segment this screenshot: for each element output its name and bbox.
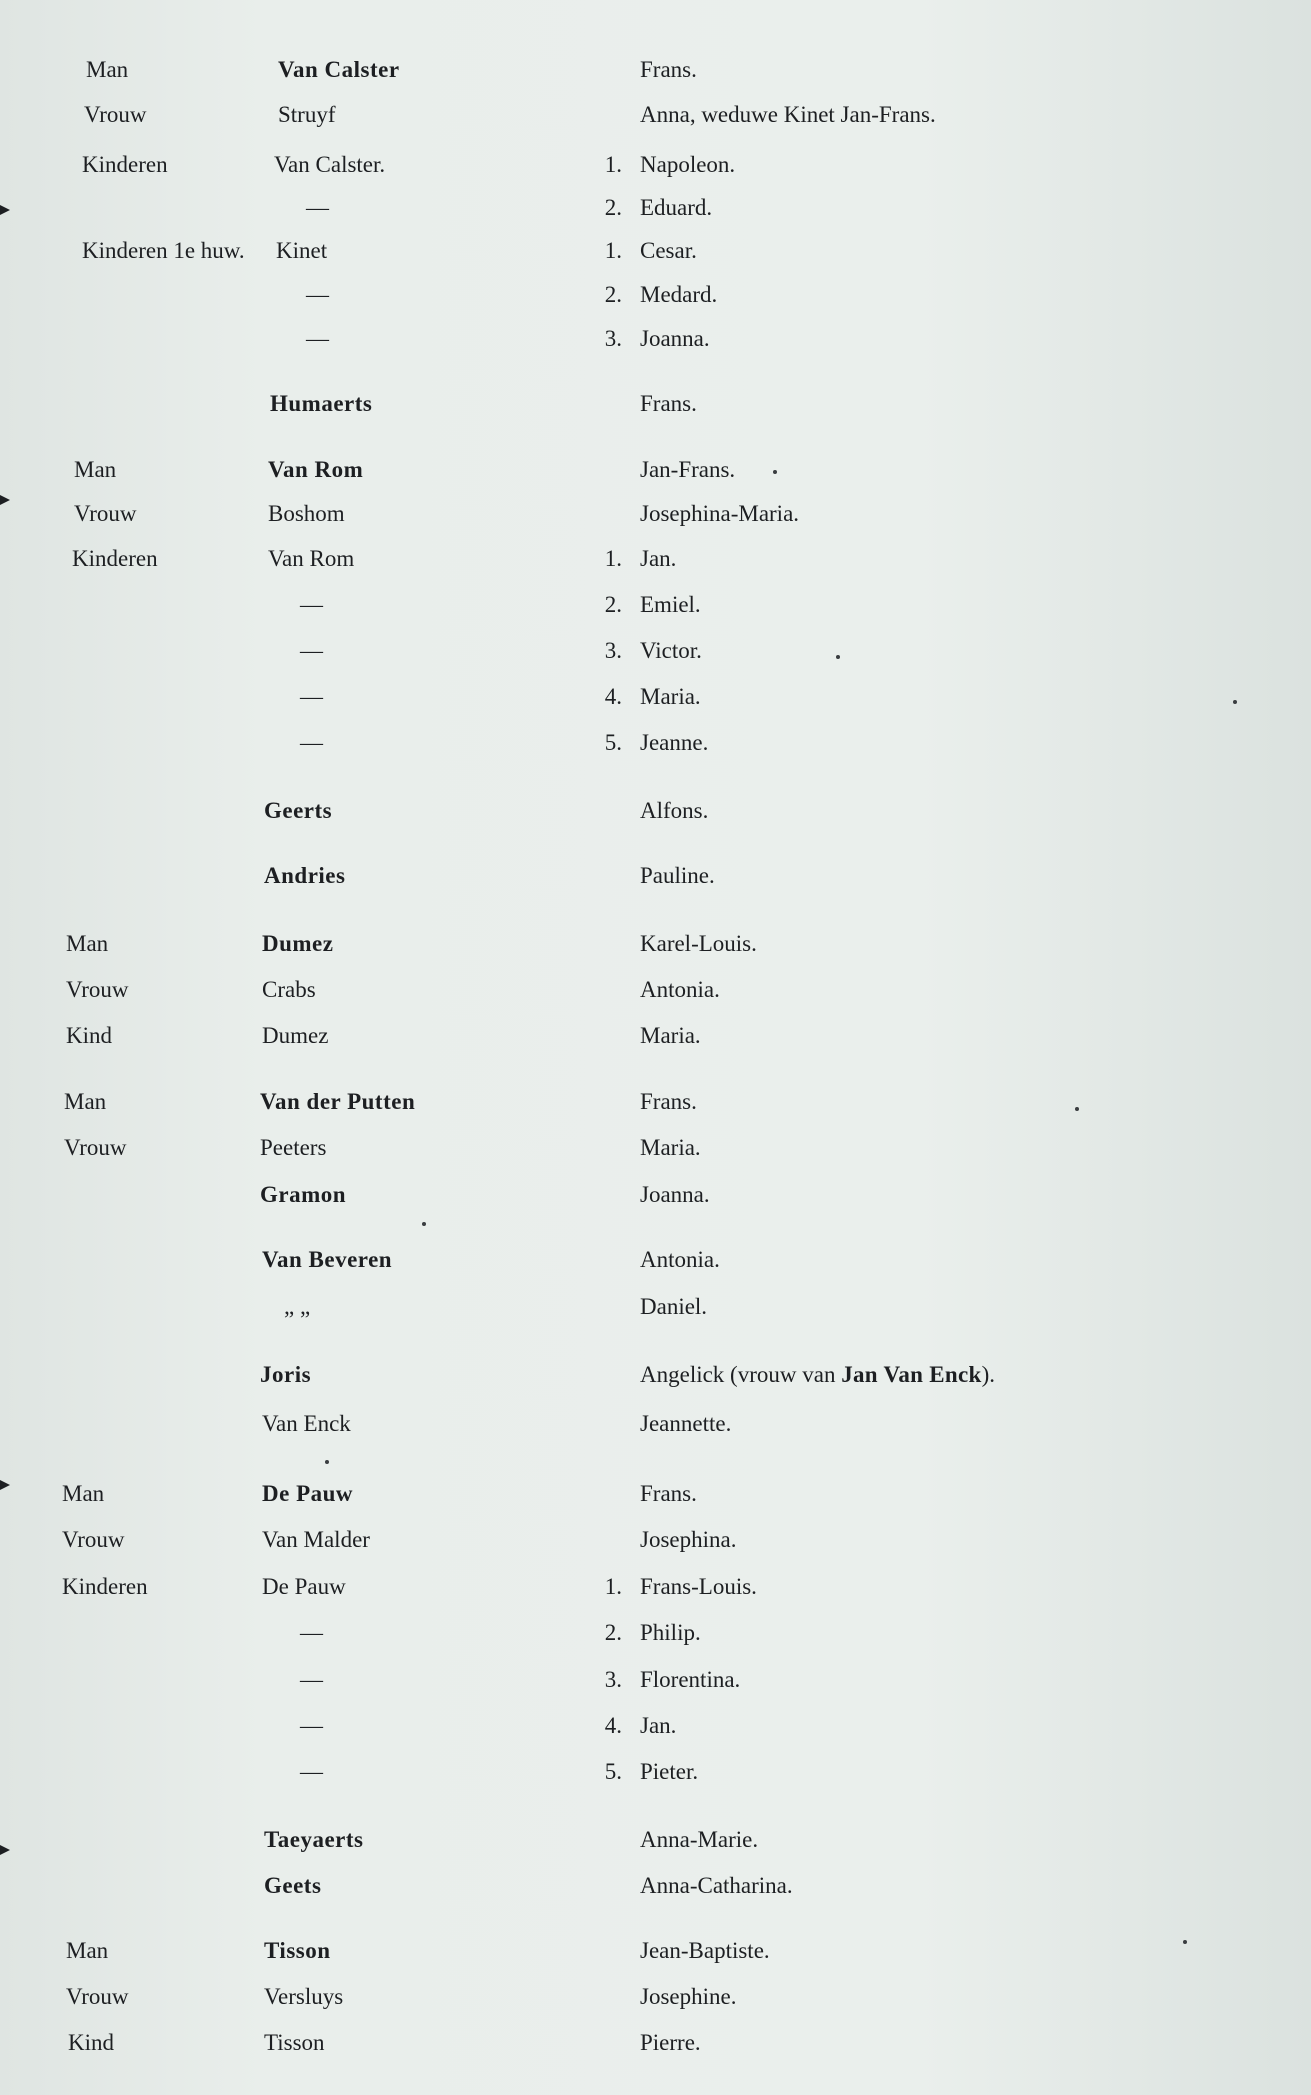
entry-surname: Tisson — [264, 1938, 331, 1963]
entry-role: Kind — [66, 1023, 112, 1048]
entry-number: 3. — [604, 326, 622, 351]
entry-surname: Peeters — [260, 1135, 327, 1160]
register-entry — [0, 317, 1311, 361]
register-entry — [0, 1704, 1311, 1748]
entry-given-name: Jeannette. — [640, 1411, 732, 1436]
entry-given-name: Karel-Louis. — [640, 931, 757, 956]
entry-role: Vrouw — [64, 1135, 127, 1160]
register-entry — [0, 1518, 1311, 1562]
entry-given-name: Pierre. — [640, 2030, 701, 2055]
register-entry — [0, 143, 1311, 187]
register-entry — [0, 273, 1311, 317]
entry-given-name: Anna-Catharina. — [640, 1873, 793, 1898]
entry-surname: Taeyaerts — [264, 1827, 364, 1852]
entry-number: 5. — [604, 1759, 622, 1784]
register-entry — [0, 448, 1311, 492]
entry-given-name: Frans. — [640, 1481, 697, 1506]
register-entry — [0, 854, 1311, 898]
entry-surname: Dumez — [262, 1023, 329, 1048]
entry-surname: Tisson — [264, 2030, 325, 2055]
entry-given-name: Joanna. — [640, 1182, 710, 1207]
entry-given-name: Frans. — [640, 391, 697, 416]
entry-surname: Andries — [264, 863, 346, 888]
entry-role: Vrouw — [62, 1527, 125, 1552]
entry-surname: — — [300, 684, 323, 709]
entry-surname: Versluys — [264, 1984, 344, 2009]
entry-given-name: Philip. — [640, 1620, 701, 1645]
entry-given-name: Jan. — [640, 1713, 677, 1738]
margin-mark-icon — [0, 205, 10, 215]
paper-speck — [422, 1222, 426, 1226]
register-entry — [0, 492, 1311, 536]
entry-surname: Struyf — [278, 102, 336, 127]
register-entry — [0, 1080, 1311, 1124]
entry-surname: Van Malder — [262, 1527, 370, 1552]
register-entry — [0, 1611, 1311, 1655]
entry-number: 5. — [604, 730, 622, 755]
entry-surname: Geerts — [264, 798, 333, 823]
margin-mark-icon — [0, 1480, 10, 1490]
entry-given-name: Maria. — [640, 684, 701, 709]
entry-role: Man — [74, 457, 117, 482]
paper-speck — [773, 470, 777, 474]
entry-surname: — — [300, 592, 323, 617]
entry-number: 3. — [604, 638, 622, 663]
entry-role: Vrouw — [66, 977, 129, 1002]
register-entry — [0, 1285, 1311, 1329]
entry-surname: — — [300, 1620, 323, 1645]
paper-speck — [1183, 1940, 1187, 1944]
entry-given-name: Josephina. — [640, 1527, 737, 1552]
register-entry — [0, 1126, 1311, 1170]
entry-given-name: Joanna. — [640, 326, 710, 351]
register-entry — [0, 1929, 1311, 1973]
entry-given-name: Antonia. — [640, 1247, 720, 1272]
entry-given-name: Maria. — [640, 1135, 701, 1160]
entry-role: Vrouw — [74, 501, 137, 526]
register-entry — [0, 1565, 1311, 1609]
paper-speck — [836, 655, 840, 659]
margin-mark-icon — [0, 1845, 10, 1855]
register-entry — [0, 1975, 1311, 2019]
entry-surname: — — [306, 195, 329, 220]
entry-surname: „ „ — [284, 1294, 311, 1319]
register-entry — [0, 186, 1311, 230]
entry-surname: — — [306, 326, 329, 351]
entry-role: Kinderen 1e huw. — [82, 238, 245, 263]
entry-number: 3. — [604, 1667, 622, 1692]
entry-given-name: Emiel. — [640, 592, 701, 617]
entry-given-name: Jan-Frans. — [640, 457, 736, 482]
entry-given-name: Jan. — [640, 546, 677, 571]
paper-speck — [1233, 700, 1237, 704]
entry-given-name — [640, 1353, 995, 1397]
entry-surname: Humaerts — [270, 391, 373, 416]
register-entry — [0, 922, 1311, 966]
register-entry — [0, 1353, 1311, 1397]
entry-surname: Van der Putten — [260, 1089, 416, 1114]
register-entry — [0, 1658, 1311, 1702]
entry-given-name: Anna-Marie. — [640, 1827, 759, 1852]
entry-surname: Geets — [264, 1873, 322, 1898]
entry-number: 2. — [604, 592, 622, 617]
register-entry — [0, 48, 1311, 92]
register-entry — [0, 629, 1311, 673]
entry-role: Man — [66, 1938, 109, 1963]
register-entry — [0, 1173, 1311, 1217]
entry-number: 2. — [604, 282, 622, 307]
entry-given-name: Anna, weduwe Kinet Jan-Frans. — [640, 102, 936, 127]
register-entry — [0, 2021, 1311, 2065]
entry-given-name: Jean-Baptiste. — [640, 1938, 770, 1963]
entry-given-name: Maria. — [640, 1023, 701, 1048]
entry-role: Kind — [68, 2030, 114, 2055]
register-entry — [0, 382, 1311, 426]
entry-number: 4. — [604, 1713, 622, 1738]
entry-given-name: Alfons. — [640, 798, 709, 823]
entry-surname: — — [300, 1713, 323, 1738]
register-entry — [0, 675, 1311, 719]
entry-surname: Van Beveren — [262, 1247, 393, 1272]
entry-surname: Kinet — [276, 238, 328, 263]
register-entry — [0, 93, 1311, 137]
entry-given-name: Josephine. — [640, 1984, 737, 2009]
entry-role: Kinderen — [62, 1574, 148, 1599]
entry-given-name: Frans-Louis. — [640, 1574, 757, 1599]
entry-surname: Dumez — [262, 931, 334, 956]
entry-given-name: Florentina. — [640, 1667, 741, 1692]
paper-speck — [325, 1460, 329, 1464]
entry-given-name: Napoleon. — [640, 152, 736, 177]
entry-surname: Gramon — [260, 1182, 347, 1207]
entry-role: Vrouw — [66, 1984, 129, 2009]
entry-role: Man — [86, 57, 129, 82]
entry-role: Man — [64, 1089, 107, 1114]
register-entry — [0, 583, 1311, 627]
entry-surname: Boshom — [268, 501, 345, 526]
entry-surname: De Pauw — [262, 1481, 354, 1506]
entry-surname: Crabs — [262, 977, 316, 1002]
given-name-text: Angelick (vrouw van — [640, 1362, 842, 1387]
entry-surname: — — [300, 1759, 323, 1784]
entry-surname: — — [306, 282, 329, 307]
entry-given-name: Frans. — [640, 57, 697, 82]
entry-given-name: Cesar. — [640, 238, 697, 263]
register-entry — [0, 1818, 1311, 1862]
entry-surname: Van Calster — [278, 57, 400, 82]
register-entry — [0, 229, 1311, 273]
paper-speck — [1075, 1107, 1079, 1111]
register-entry — [0, 1864, 1311, 1908]
entry-given-name: Jeanne. — [640, 730, 709, 755]
given-name-suffix: ). — [981, 1362, 996, 1387]
entry-number: 1. — [604, 152, 622, 177]
entry-given-name: Eduard. — [640, 195, 713, 220]
entry-role: Man — [62, 1481, 105, 1506]
entry-surname: Van Enck — [262, 1411, 351, 1436]
entry-surname: Van Rom — [268, 546, 355, 571]
register-entry — [0, 968, 1311, 1012]
entry-given-name: Frans. — [640, 1089, 697, 1114]
register-entry — [0, 537, 1311, 581]
entry-given-name: Victor. — [640, 638, 702, 663]
register-entry — [0, 1402, 1311, 1446]
entry-surname: Van Rom — [268, 457, 364, 482]
entry-role: Man — [66, 931, 109, 956]
entry-surname: — — [300, 638, 323, 663]
given-name-bold: Jan Van Enck — [841, 1362, 982, 1387]
entry-number: 1. — [604, 546, 622, 571]
register-entry — [0, 1472, 1311, 1516]
entry-given-name: Daniel. — [640, 1294, 708, 1319]
entry-given-name: Pieter. — [640, 1759, 699, 1784]
entry-number: 1. — [604, 238, 622, 263]
entry-role: Vrouw — [84, 102, 147, 127]
register-entry — [0, 1750, 1311, 1794]
margin-mark-icon — [0, 495, 10, 505]
entry-given-name: Antonia. — [640, 977, 720, 1002]
entry-surname: Joris — [260, 1362, 312, 1387]
entry-surname: — — [300, 1667, 323, 1692]
entry-surname: Van Calster. — [274, 152, 386, 177]
entry-given-name: Josephina-Maria. — [640, 501, 800, 526]
entry-number: 2. — [604, 1620, 622, 1645]
entry-number: 2. — [604, 195, 622, 220]
entry-number: 4. — [604, 684, 622, 709]
entry-surname: De Pauw — [262, 1574, 346, 1599]
entry-surname: — — [300, 730, 323, 755]
register-entry — [0, 721, 1311, 765]
register-entry — [0, 789, 1311, 833]
entry-given-name: Medard. — [640, 282, 718, 307]
entry-number: 1. — [604, 1574, 622, 1599]
entry-role: Kinderen — [82, 152, 168, 177]
entry-role: Kinderen — [72, 546, 158, 571]
register-entry — [0, 1014, 1311, 1058]
entry-given-name: Pauline. — [640, 863, 715, 888]
register-entry — [0, 1238, 1311, 1282]
